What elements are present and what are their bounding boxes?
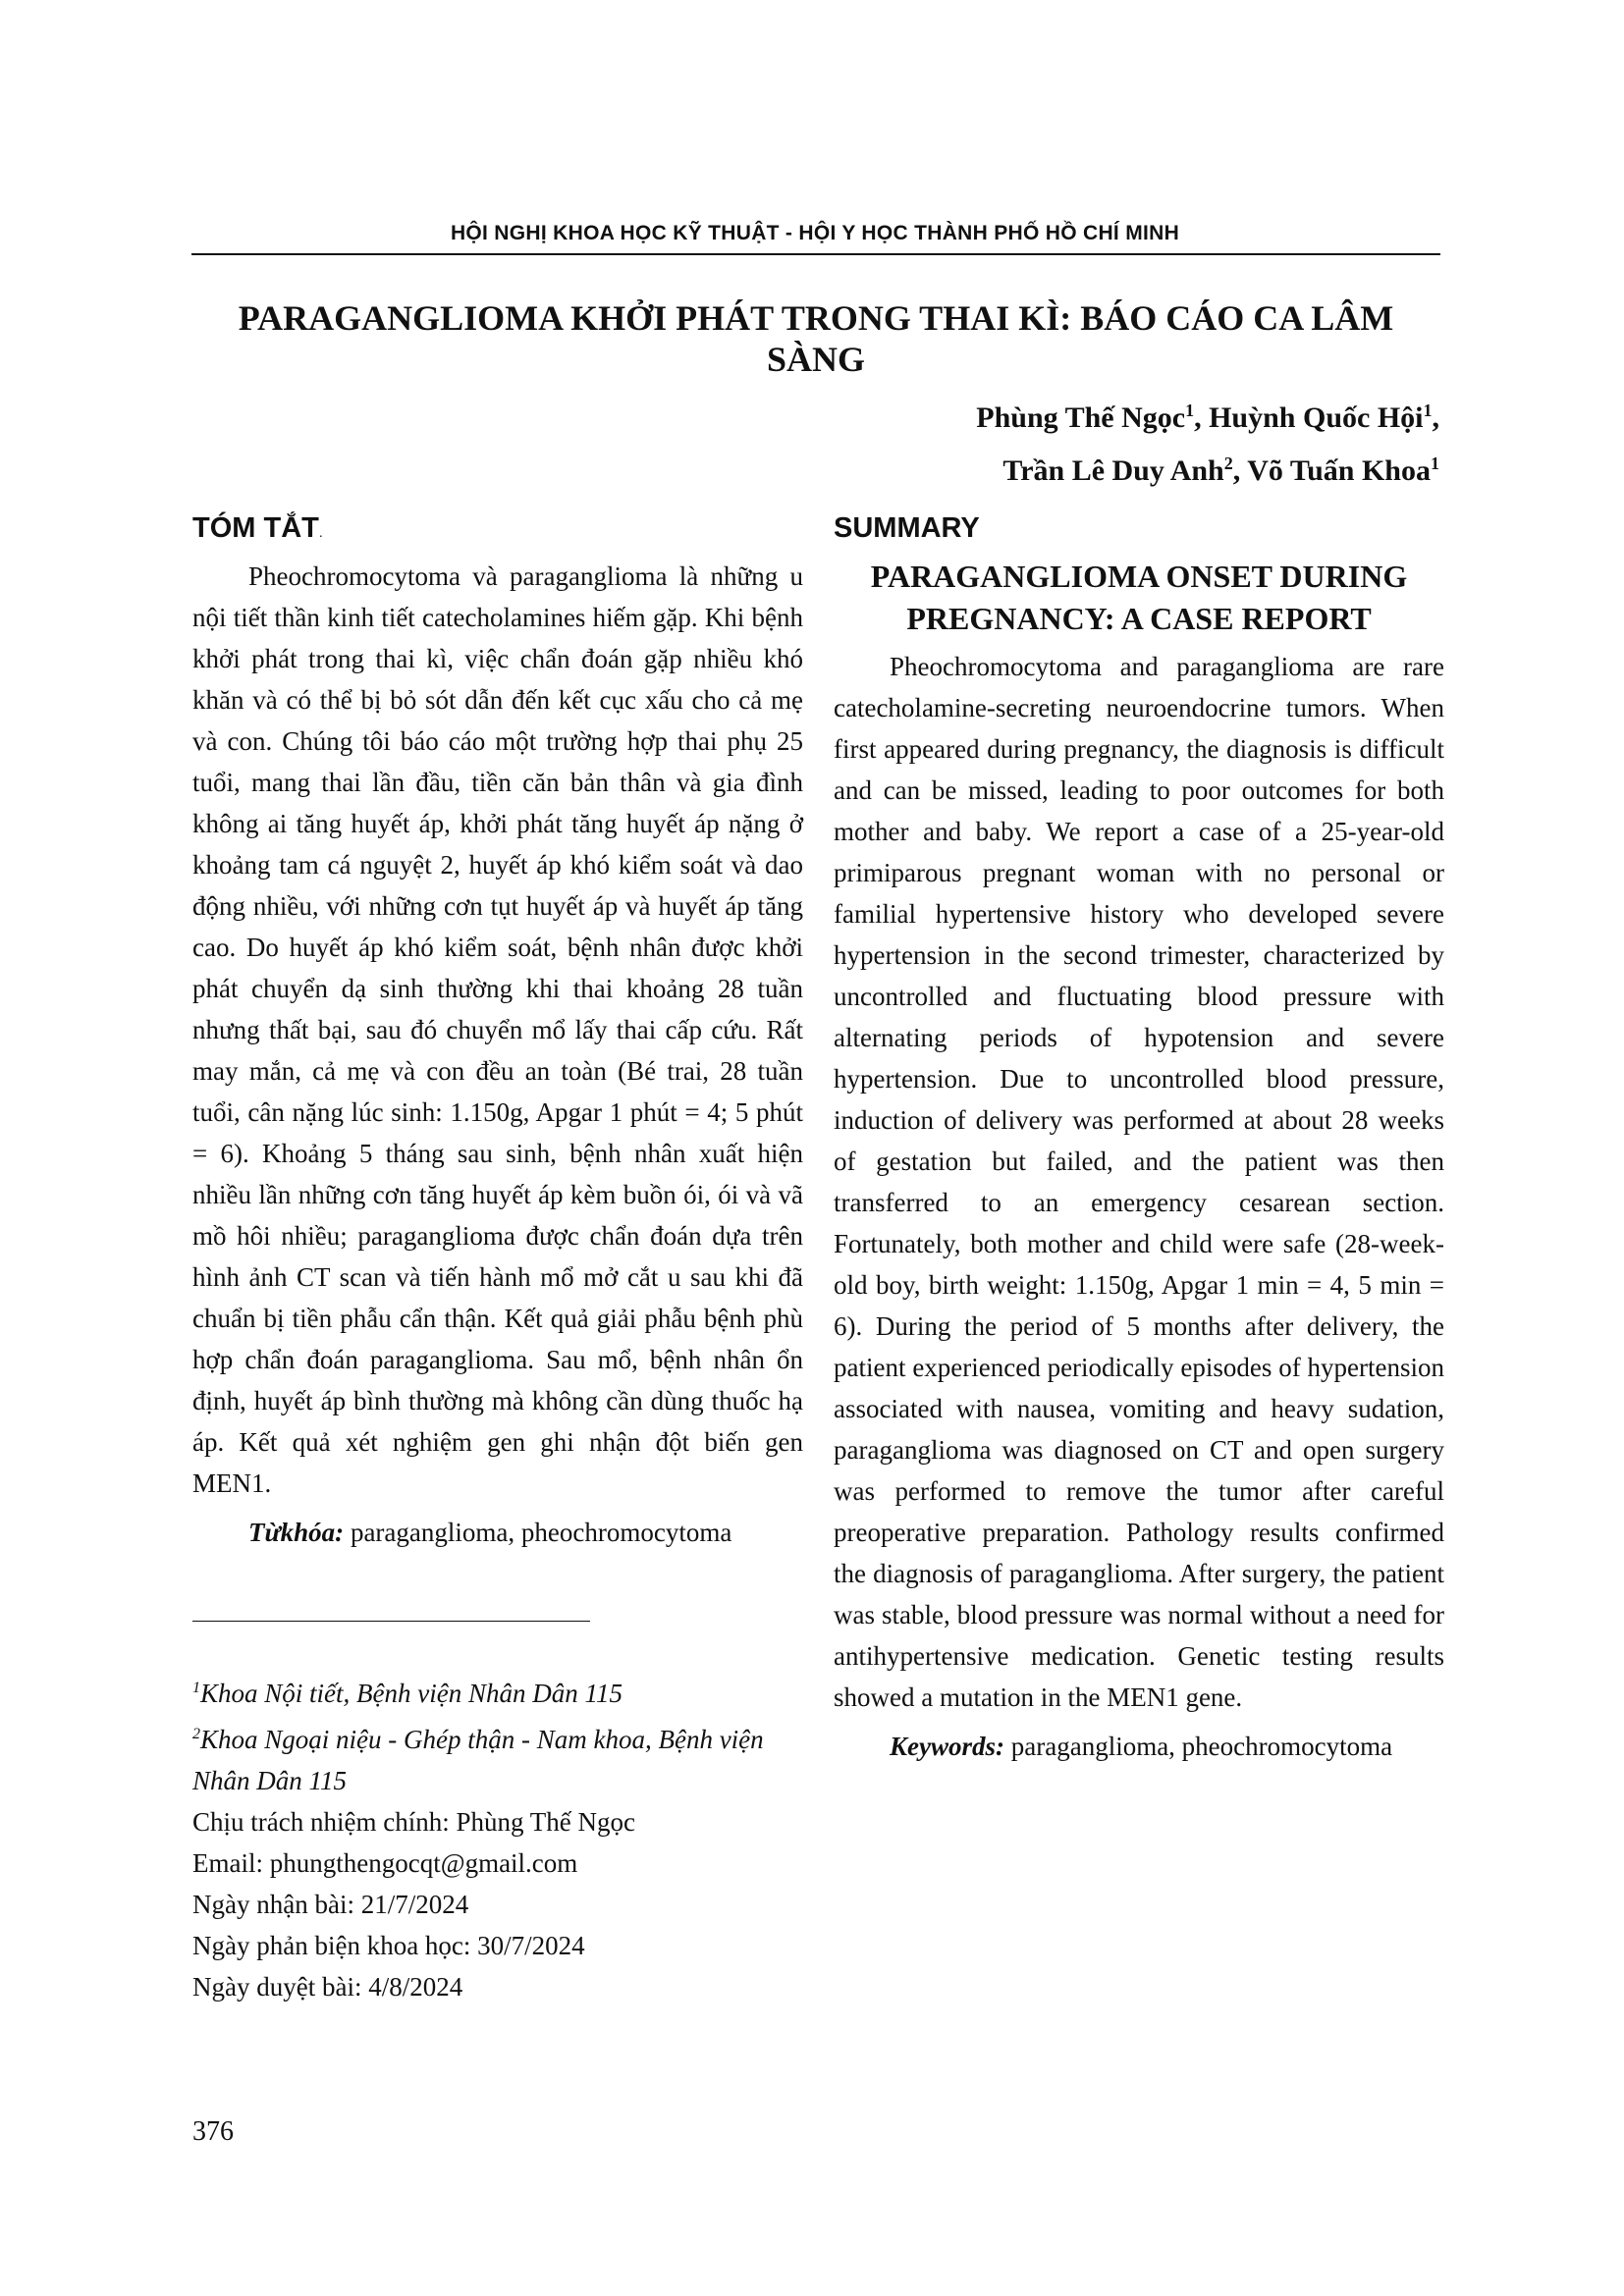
english-title: PARAGANGLIOMA ONSET DURING PREGNANCY: A CASE REPORT <box>870 559 1408 636</box>
author-name: Huỳnh Quốc Hội <box>1209 401 1424 434</box>
author-name: Trần Lê Duy Anh <box>1002 454 1224 487</box>
affiliation-number: 1 <box>192 1680 200 1696</box>
author-separator: , <box>1232 454 1248 487</box>
footnotes <box>192 1668 803 2007</box>
author-name: Phùng Thế Ngọc <box>976 401 1186 434</box>
affiliation-number: 2 <box>192 1726 200 1742</box>
author-line-2 <box>976 441 1439 494</box>
keywords-text: paraganglioma, pheochromocytoma <box>1010 1732 1393 1761</box>
keywords <box>834 1726 1444 1767</box>
abstract-heading-text: TÓM TẮT <box>192 512 319 544</box>
abstract-body: Pheochromocytoma và paraganglioma là những u nội tiết thần kinh tiết catecholamines hiếm gặp. Khi bệnh khởi phát trong thai kì, việc chẩn đoán gặp nhiều khó khăn và có thể bị bỏ sót dẫn đến kết cục xấu cho cả mẹ và con. Chúng tôi báo cáo một trường hợp thai phụ 25 tuổi, mang thai lần đầu, tiền căn bản thân và gia đình không ai tăng huyết áp, khởi phát tăng huyết áp nặng ở khoảng tam cá nguyệt 2, huyết áp khó kiểm soát và dao động nhiều, với những cơn tụt huyết áp và huyết áp tăng cao. Do huyết áp khó kiểm soát, bệnh nhân được khởi phát chuyển dạ sinh thường khi thai khoảng 28 tuần nhưng thất bại, sau đó chuyển mổ lấy thai cấp cứu. Rất may mắn, cả mẹ và con đều an toàn (Bé trai, 28 tuần tuổi, cân nặng lúc sinh: 1.150g, Apgar 1 phút = 4; 5 phút = 6). Khoảng 5 tháng sau sinh, bệnh nhân xuất hiện nhiều lần những cơn tăng huyết áp kèm buồn ói, ói và vã mồ hôi nhiều; paraganglioma được chẩn đoán dựa trên hình ảnh CT scan và tiến hành mổ mở cắt u sau khi đã chuẩn bị tiền phẫu cẩn thận. Kết quả giải phẫu bệnh phù hợp chẩn đoán paraganglioma. Sau mổ, bệnh nhân ổn định, huyết áp bình thường mà không cần dùng thuốc hạ áp. Kết quả xét nghiệm gen ghi nhận đột biến gen MEN1. <box>192 561 803 1498</box>
keywords <box>192 1512 803 1553</box>
author-list <box>976 388 1439 494</box>
contact-email: Email: phungthengocqt@gmail.com <box>192 1848 578 1878</box>
author-separator: , <box>1194 401 1210 434</box>
corresponding-author: Chịu trách nhiệm chính: Phùng Thế Ngọc <box>192 1807 635 1837</box>
page-number: 376 <box>192 2116 234 2147</box>
header-rule <box>191 253 1440 255</box>
affiliation-text: Khoa Ngoại niệu - Ghép thận - Nam khoa, Bệnh viện Nhân Dân 115 <box>192 1725 764 1795</box>
affiliation-text: Khoa Nội tiết, Bệnh viện Nhân Dân 115 <box>200 1679 623 1708</box>
abstract-vietnamese <box>192 510 803 1553</box>
running-header: HỘI NGHỊ KHOA HỌC KỸ THUẬT - HỘI Y HỌC THÀNH PHỐ HỒ CHÍ MINH <box>450 222 1180 244</box>
keywords-label: Keywords: <box>890 1732 1004 1761</box>
received-date: Ngày nhận bài: 21/7/2024 <box>192 1890 469 1919</box>
author-affiliation: 1 <box>1185 400 1195 420</box>
abstract-heading <box>192 510 803 546</box>
accepted-date: Ngày duyệt bài: 4/8/2024 <box>192 1972 463 2002</box>
footnote-rule <box>192 1621 590 1622</box>
affiliation-2 <box>192 1714 803 1801</box>
review-date: Ngày phản biện khoa học: 30/7/2024 <box>192 1931 585 1960</box>
author-line-1 <box>976 388 1439 441</box>
affiliation-1 <box>192 1668 803 1714</box>
author-affiliation: 1 <box>1423 400 1433 420</box>
abstract-english <box>834 510 1444 1767</box>
summary-body: Pheochromocytoma and paraganglioma are rare catecholamine-secreting neuroendocrine tumors. When first appeared during pregnancy, the diagnosis is difficult and can be missed, leading to poor outcomes for both mother and baby. We report a case of a 25-year-old primiparous pregnant woman with no personal or familial hypertensive history who developed severe hypertension in the second trimester, characterized by uncontrolled and fluctuating blood pressure with alternating periods of hypotension and severe hypertension. Due to uncontrolled blood pressure, induction of delivery was performed at about 28 weeks of gestation but failed, and the patient was then transferred to an emergency cesarean section. Fortunately, both mother and child were safe (28-week-old boy, birth weight: 1.150g, Apgar 1 min = 4, 5 min = 6). During the period of 5 months after delivery, the patient experienced periodically episodes of hypertension associated with nausea, vomiting and heavy sudation, paraganglioma was diagnosed on CT and open surgery was performed to remove the tumor after careful preoperative preparation. Pathology results confirmed the diagnosis of paraganglioma. After surgery, the patient was stable, blood pressure was normal without a need for antihypertensive medication. Genetic testing results showed a mutation in the MEN1 gene. <box>834 652 1444 1712</box>
author-affiliation: 2 <box>1223 454 1233 473</box>
keywords-label: Từkhóa: <box>248 1518 345 1547</box>
abstract-heading-mark: . <box>318 524 323 540</box>
summary-heading: SUMMARY <box>834 512 980 544</box>
keywords-text: paraganglioma, pheochromocytoma <box>350 1518 732 1547</box>
author-separator: , <box>1432 401 1439 434</box>
author-affiliation: 1 <box>1431 454 1439 473</box>
article-title: PARAGANGLIOMA KHỞI PHÁT TRONG THAI KÌ: BÁO CÁO CA LÂM SÀNG <box>238 298 1394 379</box>
author-name: Võ Tuấn Khoa <box>1247 454 1431 487</box>
